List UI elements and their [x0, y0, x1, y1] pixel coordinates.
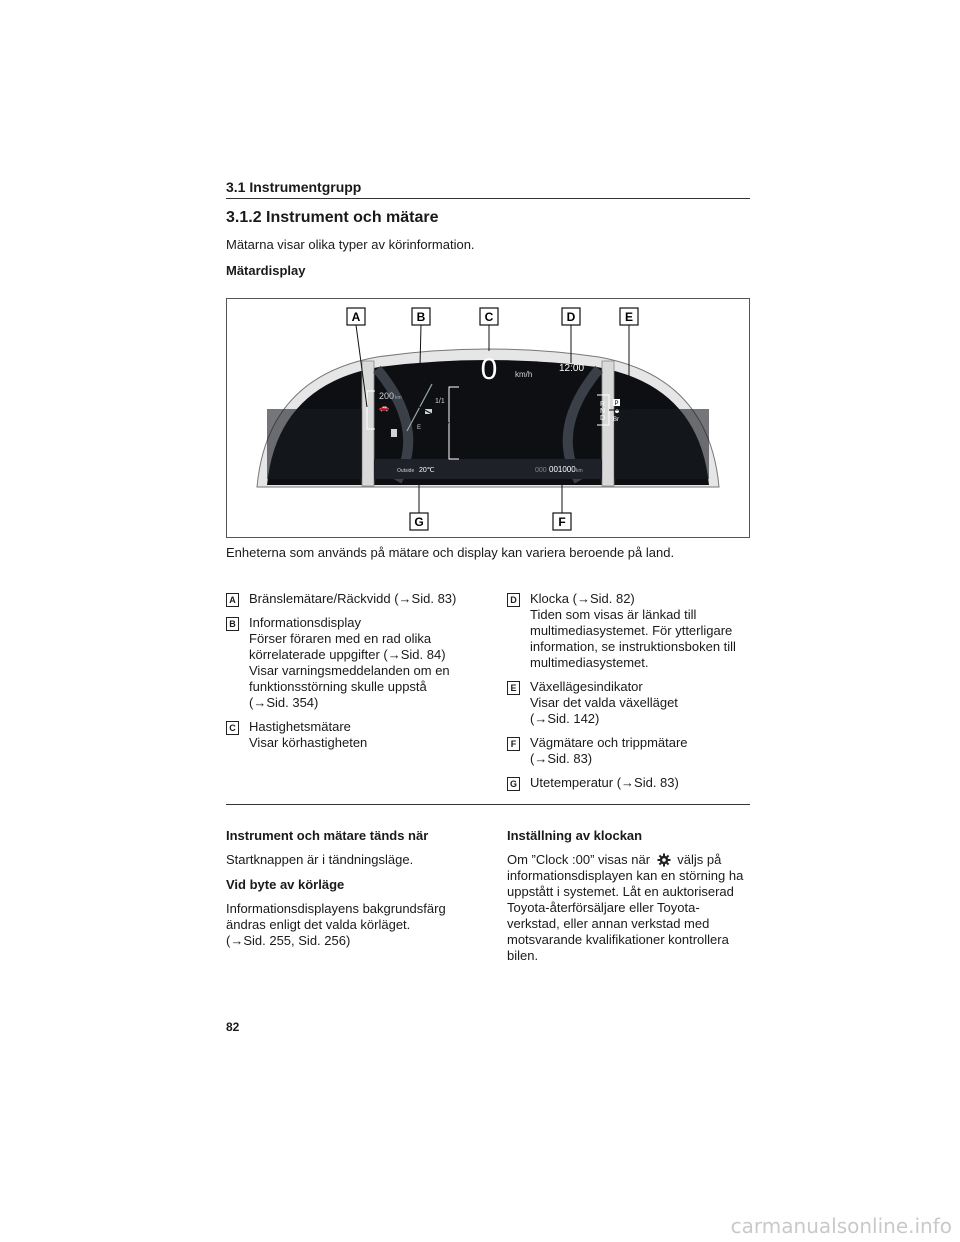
note-line: informationsdisplayen kan en störning ha [507, 868, 744, 883]
legend-line: Visar körhastigheten [249, 735, 368, 750]
odometer-value: 001000 [549, 465, 576, 474]
legend-item-d [507, 591, 757, 671]
fuel-pump-icon [391, 429, 397, 437]
page-number: 82 [226, 1020, 240, 1034]
note-text-lights: Startknappen är i tändningsläge. [226, 852, 414, 867]
subheading: Mätardisplay [226, 263, 306, 278]
callout-c [480, 308, 498, 325]
instrument-cluster-illustration [227, 299, 749, 537]
callout-f [553, 513, 571, 530]
speed-value: 0 [480, 353, 498, 386]
right-panel [614, 409, 709, 479]
note-line: Informationsdisplayens bakgrundsfärg [226, 901, 446, 916]
note-line: bilen. [507, 948, 539, 963]
legend-line: Visar det valda växelläget [530, 695, 678, 710]
legend-badge: G [507, 777, 520, 791]
right-bezel [602, 361, 614, 486]
svg-text:E: E [624, 310, 634, 324]
legend-line: Informationsdisplay [249, 615, 361, 630]
note-line: verkstad, eller annan verkstad med [507, 916, 710, 931]
legend-line: (→Sid. 354) [249, 695, 319, 710]
legend-badge: A [226, 593, 239, 607]
gear-icon [657, 853, 671, 867]
legend-item-f [507, 735, 757, 767]
legend-list-left [226, 591, 476, 759]
fuel-full-label: 1/1 [435, 398, 445, 405]
callout-b [412, 308, 430, 325]
gear-r: R [600, 401, 606, 408]
legend-line: Hastighetsmätare [249, 719, 351, 734]
note-text-drive-mode [226, 901, 496, 949]
legend-line: Vägmätare och trippmätare [530, 735, 688, 750]
left-panel [267, 409, 362, 479]
legend-badge: C [226, 721, 239, 735]
note-line: (→Sid. 255, Sid. 256) [226, 933, 351, 948]
callout-d [562, 308, 580, 325]
range-value: 200 [379, 391, 395, 401]
outside-temp: 20℃ [419, 467, 435, 474]
note-title-clock: Inställning av klockan [507, 828, 643, 843]
notes-left [226, 828, 496, 949]
note-title-lights: Instrument och mätare tänds när [226, 828, 429, 843]
legend-line: (→Sid. 142) [530, 711, 600, 726]
speed-unit: km/h [515, 370, 533, 379]
legend-line: Tiden som visas är länkad till [530, 607, 697, 622]
legend-item-c [226, 719, 476, 751]
legend-line: Växellägesindikator [530, 679, 643, 694]
callout-a [347, 308, 365, 325]
legend-line: Visar varningsmeddelanden om en [249, 663, 450, 678]
clock-value: 12:00 [559, 363, 585, 374]
instrument-cluster-figure [226, 298, 750, 538]
svg-text:F: F [558, 515, 566, 529]
section-divider [226, 804, 750, 805]
legend-line: multimediasystemet. [530, 655, 649, 670]
legend-line: funktionsstörning skulle uppstå [249, 679, 427, 694]
callout-g [410, 513, 428, 530]
legend-line: Bränslemätare/Räckvidd (→Sid. 83) [249, 591, 457, 606]
watermark: carmanualsonline.info [730, 1214, 952, 1238]
figure-caption: Enheterna som används på mätare och display kan variera beroende på land. [226, 545, 675, 560]
legend-item-e [507, 679, 757, 727]
note-line: Toyota-återförsäljare eller Toyota- [507, 900, 700, 915]
legend-line: Klocka (→Sid. 82) [530, 591, 635, 606]
note-line: motsvarande kvalifikationer kontrollera [507, 932, 729, 947]
legend-item-g [507, 775, 757, 791]
legend-badge: E [507, 681, 520, 695]
gear-d: D [600, 415, 606, 422]
legend-badge: F [507, 737, 520, 751]
outside-label: Outside [397, 468, 415, 474]
legend-line: (→Sid. 83) [530, 751, 593, 766]
range-unit: km [395, 395, 402, 401]
legend-line: Utetemperatur (→Sid. 83) [530, 775, 679, 790]
range-car-icon: 🚗 [379, 403, 389, 412]
legend-badge: D [507, 593, 520, 607]
gear-b: Br [613, 417, 619, 423]
note-text-clock [507, 852, 757, 964]
gear-p: P [614, 401, 619, 407]
svg-text:D: D [566, 310, 576, 324]
fuel-empty-label: E [417, 425, 422, 431]
note-line: uppstått i systemet. Låt en auktoriserad [507, 884, 734, 899]
notes-right [507, 828, 757, 964]
odometer-prefix: 000 [535, 467, 547, 474]
intro-text: Mätarna visar olika typer av körinformation. [226, 237, 475, 252]
svg-text:B: B [416, 310, 426, 324]
legend-line: Förser föraren med en rad olika [249, 631, 432, 646]
legend-list-right [507, 591, 757, 799]
page-heading: 3.1.2 Instrument och mätare [226, 209, 439, 226]
odometer-unit: km [576, 468, 583, 474]
note-text-after-icon: väljs på [677, 852, 722, 867]
section-title: 3.1 Instrumentgrupp [226, 179, 362, 195]
legend-badge: B [226, 617, 239, 631]
svg-text:C: C [484, 310, 494, 324]
callout-e [620, 308, 638, 325]
note-title-drive-mode: Vid byte av körläge [226, 877, 345, 892]
legend-line: multimediasystemet. För ytterligare [530, 623, 733, 638]
svg-text:A: A [351, 310, 361, 324]
legend-item-a [226, 591, 476, 607]
note-text-before-icon: Om ”Clock :00” visas när [507, 852, 651, 867]
note-line: ändras enligt det valda körläget. [226, 917, 411, 932]
legend-item-b [226, 615, 476, 711]
legend-line: information, se instruktionsboken till [530, 639, 736, 654]
legend-line: körrelaterade uppgifter (→Sid. 84) [249, 647, 446, 662]
gear-n: N [600, 408, 606, 415]
svg-text:G: G [414, 515, 424, 529]
section-rule [226, 198, 750, 199]
